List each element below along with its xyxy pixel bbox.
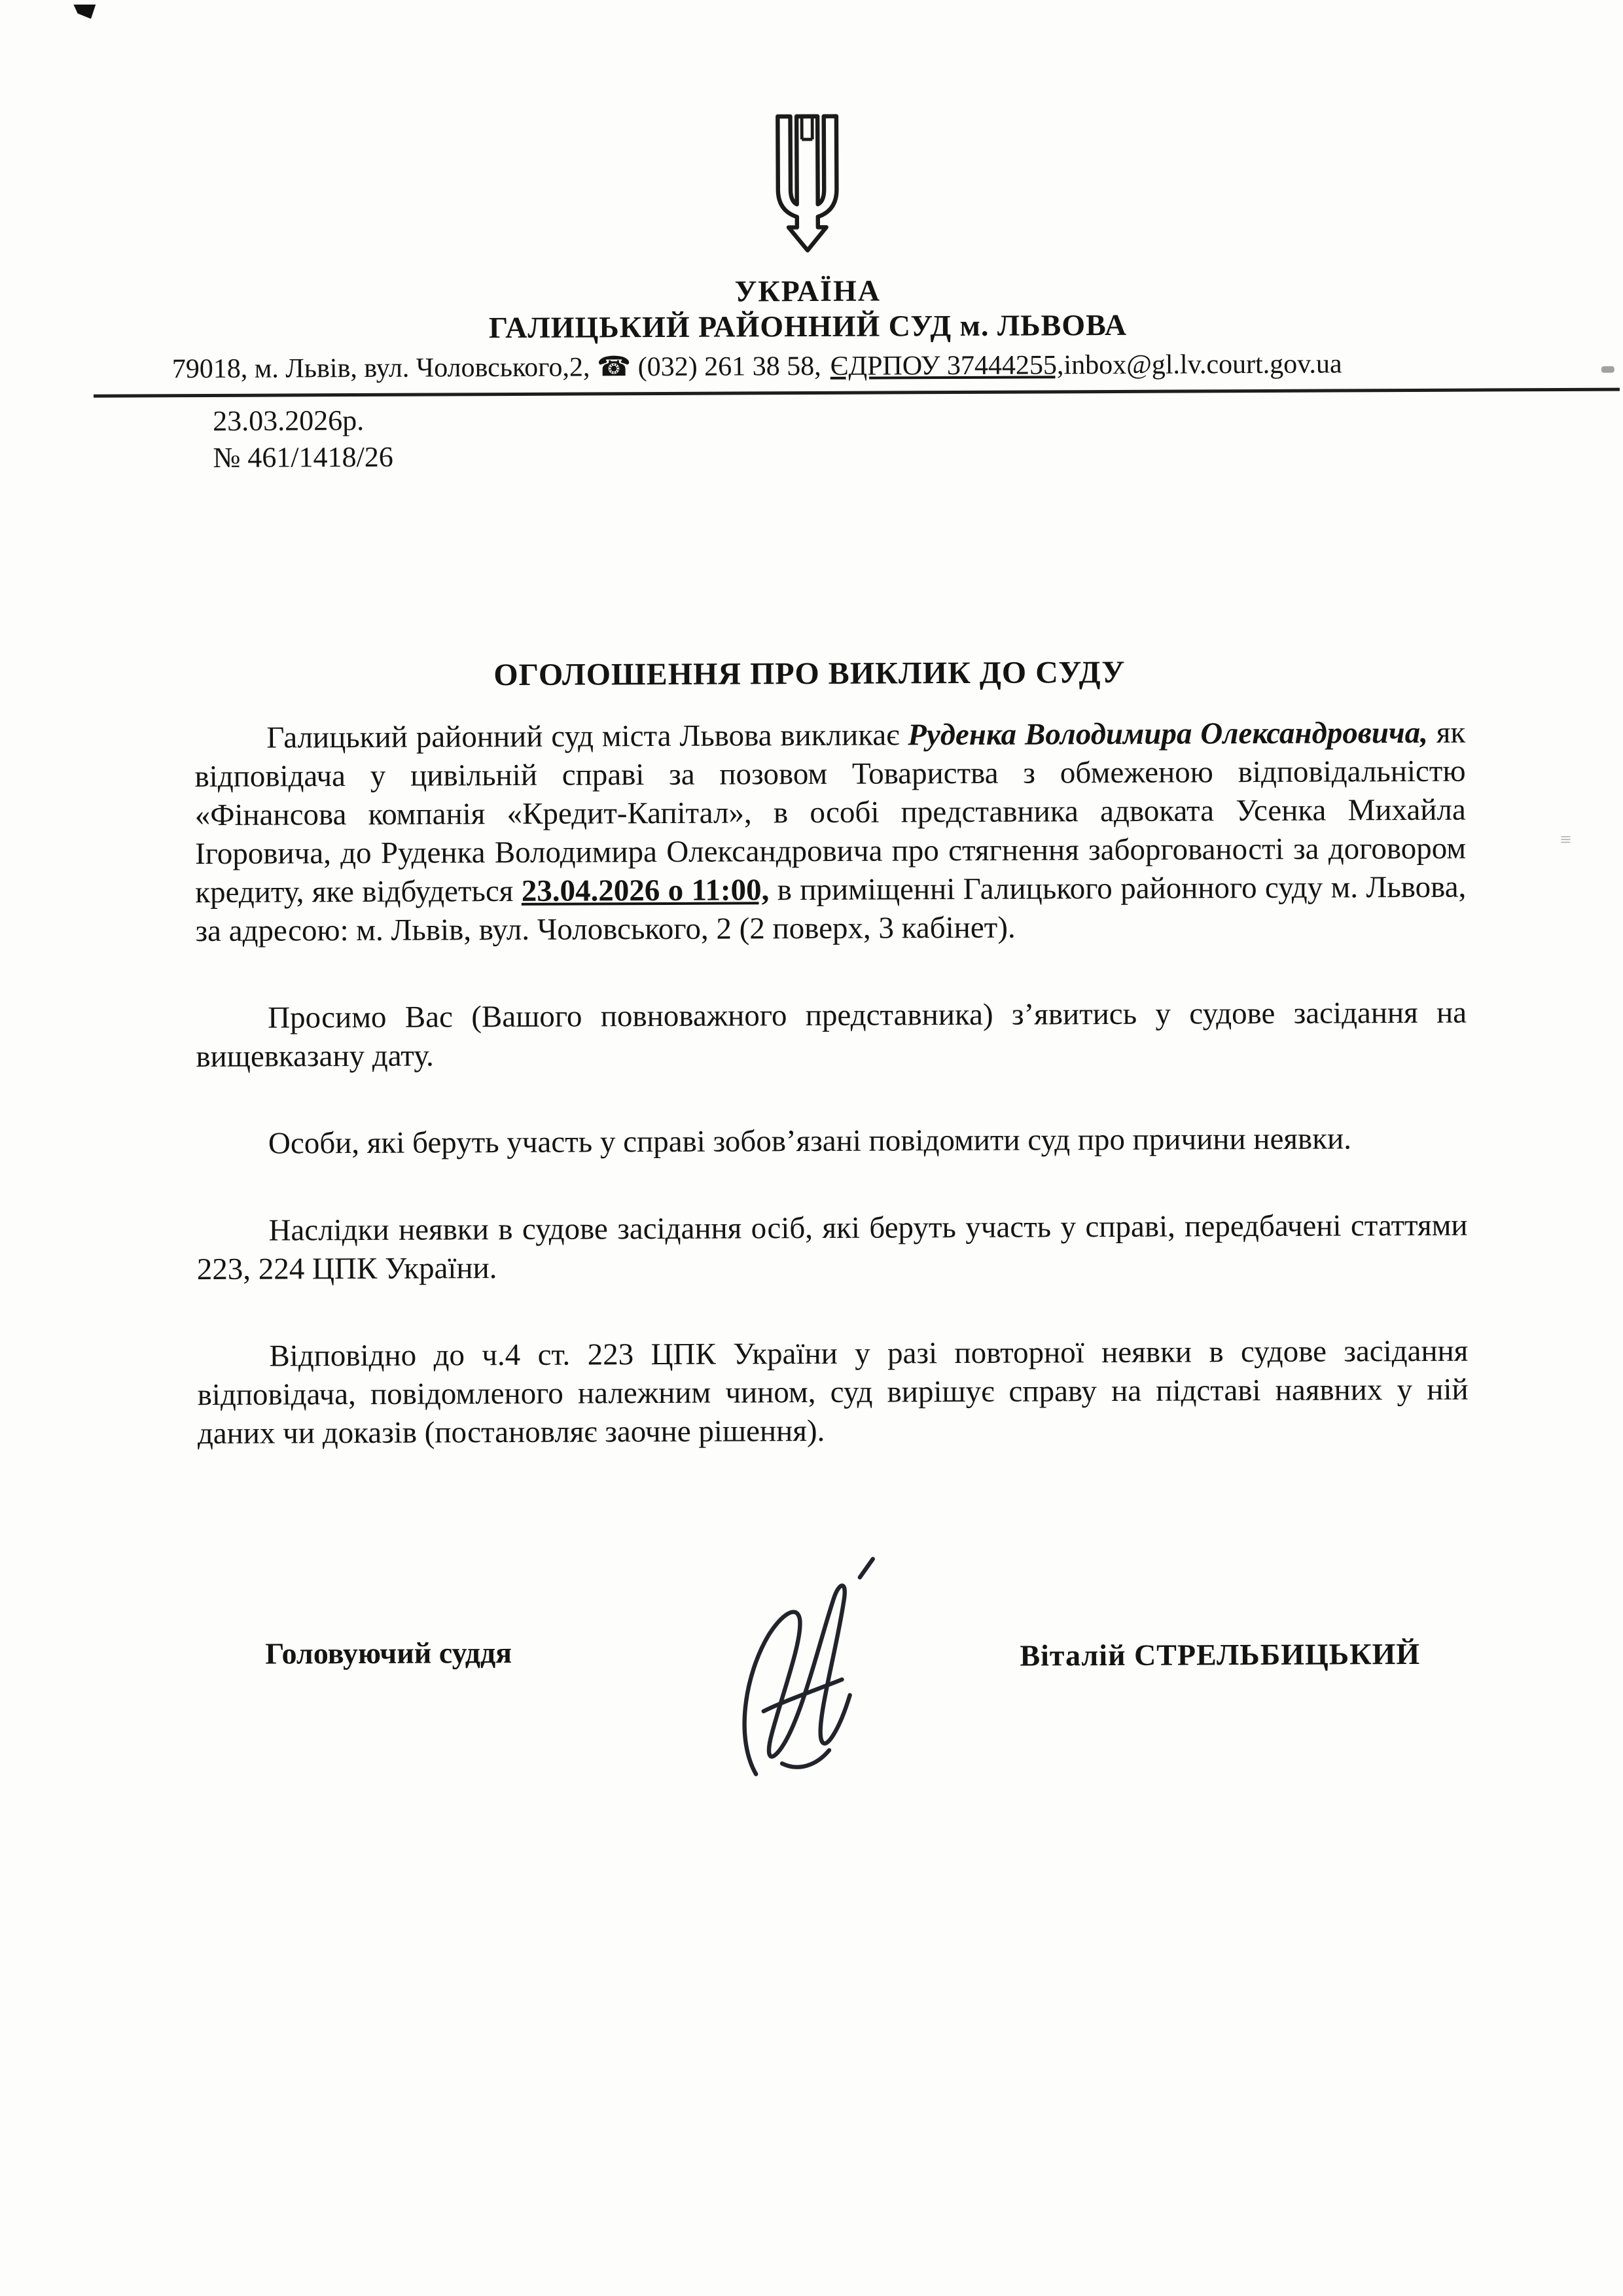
edrpou-code: ЄДРПОУ 37444255, [830, 350, 1064, 381]
text-segment: Руденка Володимира Олександровича, [908, 715, 1429, 752]
judge-role-label: Головуючий суддя [265, 1636, 512, 1670]
address-text: 79018, м. Львів, вул. Чоловського,2, [171, 352, 597, 385]
text-segment: Галицький районний суд міста Львова викликає [266, 718, 908, 755]
case-number: № 461/1418/26 [213, 440, 393, 474]
text-segment: в приміщенні Галицького районного суду м. Львова, за адресою: м. Львів, вул. Чоловського, 2 (2 поверх, 3 кабінет). [195, 870, 1467, 949]
scan-artifact [73, 5, 96, 19]
paragraph-3 [196, 1120, 1467, 1163]
scan-artifact [1601, 366, 1614, 373]
text-segment: Особи, які беруть участь у справі зобов’язані повідомити суд про причини неявки. [268, 1122, 1352, 1161]
paragraph-4 [196, 1207, 1467, 1289]
text-segment: Наслідки неявки в судове засідання осіб, які беруть участь у справі, передбачені статтями 223, 224 ЦПК України. [196, 1208, 1468, 1287]
text-segment: як відповідача у цивільній справі за позовом Товариства з обмеженою відповідальністю «Фінансова компанія «Кредит-Капітал», в особі представника адвоката Усенка Михайла Ігоровича, до Руденка Володимира Олександровича про стягнення заборгованості за договором кредиту, яке відбудеться [194, 715, 1467, 910]
phone-icon: ☎ [596, 352, 632, 383]
document-body [194, 714, 1469, 1502]
scan-artifact: ﻿≡ [1560, 828, 1571, 851]
document-title: ОГОЛОШЕННЯ ПРО ВИКЛИК ДО СУДУ [493, 654, 1126, 693]
header-divider-rule [94, 388, 1620, 398]
court-email: inbox@gl.lv.court.gov.ua [1063, 349, 1342, 381]
text-segment: 23.04.2026 о 11:00, [521, 873, 770, 908]
handwritten-signature-icon [705, 1553, 910, 1793]
ukraine-trident-icon [749, 105, 865, 272]
phone-number: (032) 261 38 58, [631, 351, 821, 383]
paragraph-2 [196, 994, 1467, 1076]
header-court-name: ГАЛИЦЬКИЙ РАЙОННИЙ СУД м. ЛЬВОВА [488, 308, 1128, 345]
paragraph-1 [194, 714, 1467, 951]
header-country: УКРАЇНА [734, 274, 882, 308]
judge-name: Віталій СТРЕЛЬБИЦЬКИЙ [1020, 1636, 1421, 1672]
text-segment: Просимо Вас (Вашого повноважного представника) з’явитись у судове засідання на вищевказану дату. [196, 995, 1467, 1074]
header-address-line [172, 346, 1620, 385]
paragraph-5 [197, 1332, 1469, 1453]
text-segment: Відповідно до ч.4 ст. 223 ЦПК України у разі повторної неявки в судове засідання відповідача, повідомленого належним чином, суд вирішує справу на підставі наявних у ній даних чи доказів (постановляє заочне рішення). [197, 1333, 1469, 1451]
document-date: 23.03.2026р. [213, 404, 365, 437]
